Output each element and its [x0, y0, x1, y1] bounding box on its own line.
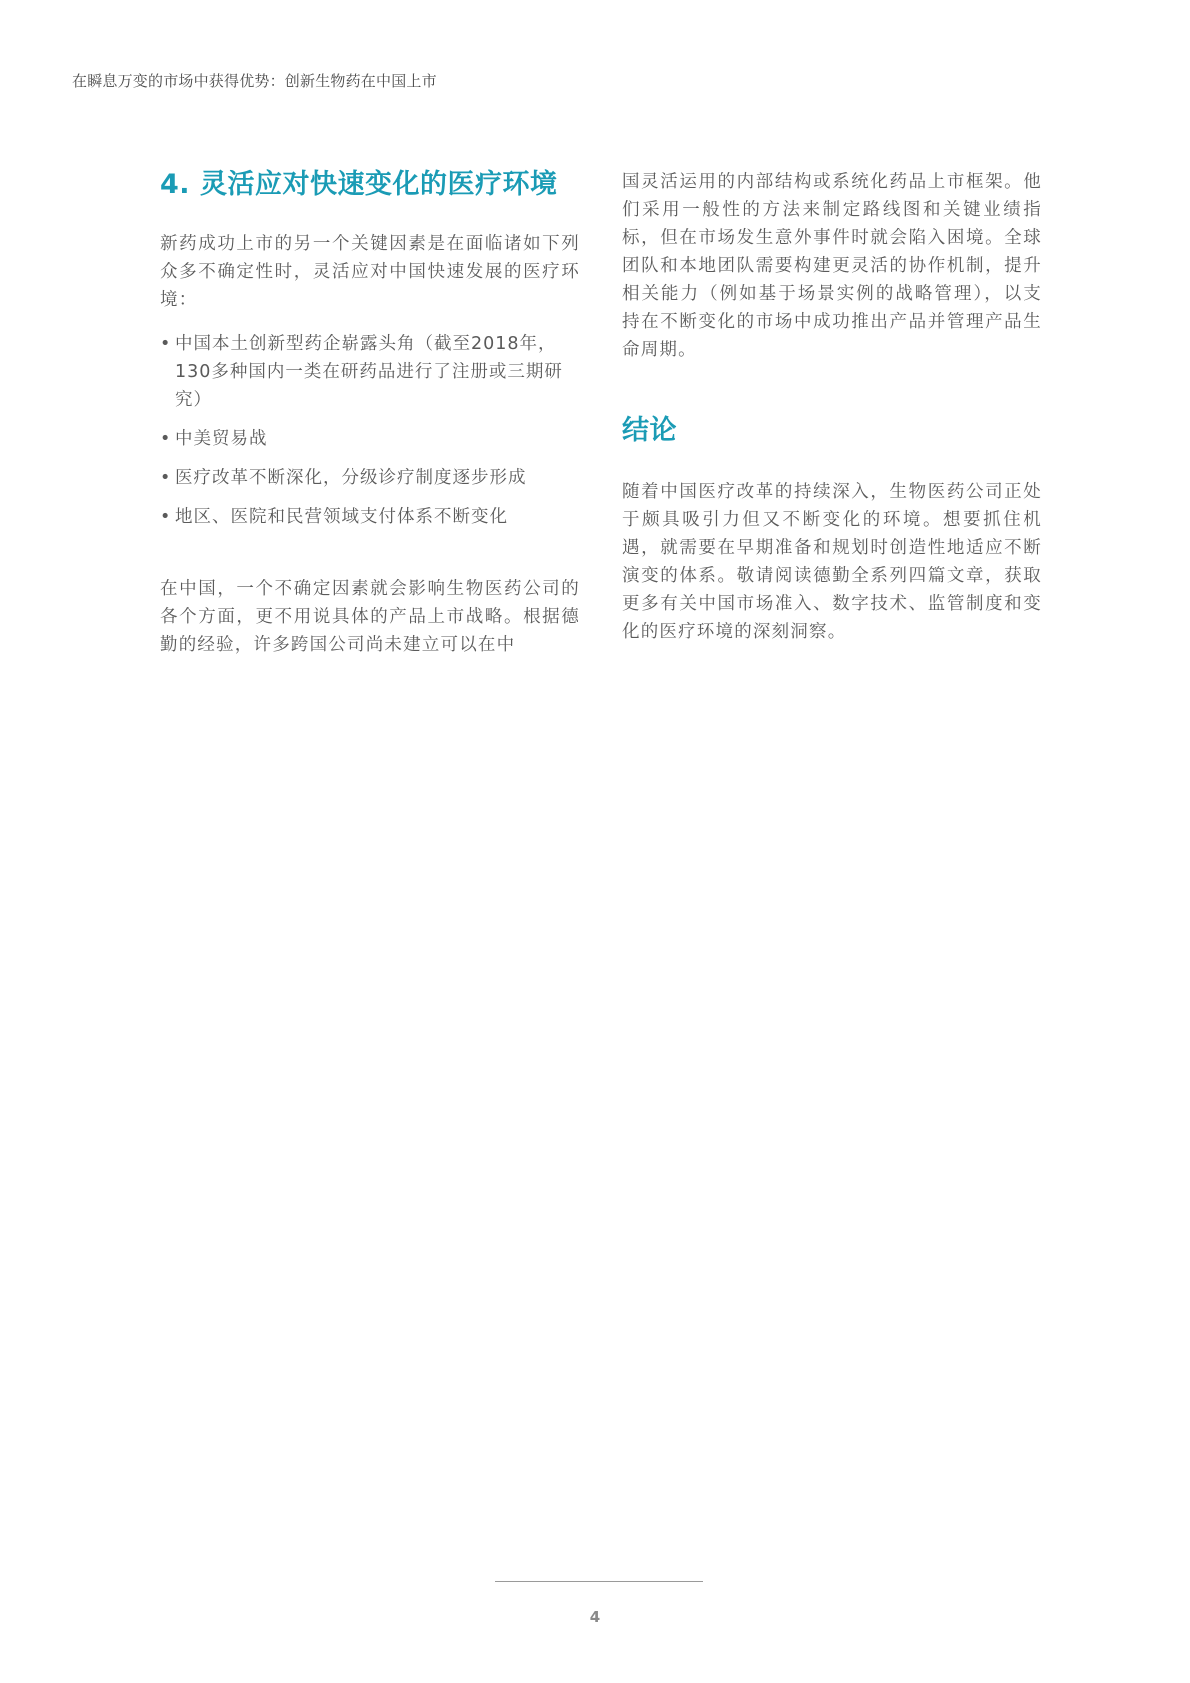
- conclusion-heading: 结论: [622, 415, 677, 446]
- bullet-icon: •: [160, 468, 172, 488]
- left-column: [160, 168, 580, 659]
- section-heading: 4. 灵活应对快速变化的医疗环境: [160, 169, 558, 200]
- section-body-paragraph-part1: 在中国，一个不确定因素就会影响生物医药公司的各个方面，更不用说具体的产品上市战略。根据德勤的经验，许多跨国公司尚未建立可以在中: [160, 579, 580, 655]
- page-number: 4: [589, 1608, 601, 1626]
- running-header: 在瞬息万变的市场中获得优势：创新生物药在中国上市: [72, 72, 437, 90]
- bullet-icon: •: [160, 334, 172, 354]
- footer-divider: [495, 1581, 703, 1582]
- section-body-paragraph-part2: 国灵活运用的内部结构或系统化药品上市框架。他们采用一般性的方法来制定路线图和关键业绩指标，但在市场发生意外事件时就会陷入困境。全球团队和本地团队需要构建更灵活的协作机制，提升相关能力（例如基于场景实例的战略管理），以支持在不断变化的市场中成功推出产品并管理产品生命周期。: [622, 172, 1042, 360]
- list-item: [160, 425, 580, 453]
- bullet-icon: •: [160, 429, 172, 449]
- bullet-icon: •: [160, 507, 172, 527]
- list-item: [160, 464, 580, 492]
- list-item-text: 中国本土创新型药企崭露头角（截至2018年，130多种国内一类在研药品进行了注册或三期研究）: [175, 334, 563, 410]
- conclusion-paragraph: 随着中国医疗改革的持续深入，生物医药公司正处于颇具吸引力但又不断变化的环境。想要抓住机遇，就需要在早期准备和规划时创造性地适应不断演变的体系。敬请阅读德勤全系列四篇文章，获取更多有关中国市场准入、数字技术、监管制度和变化的医疗环境的深刻洞察。: [622, 482, 1042, 642]
- right-column: [622, 168, 1042, 646]
- list-item-text: 地区、医院和民营领域支付体系不断变化: [175, 507, 508, 527]
- list-item-text: 医疗改革不断深化，分级诊疗制度逐步形成: [175, 468, 527, 488]
- section-intro-paragraph: 新药成功上市的另一个关键因素是在面临诸如下列众多不确定性时，灵活应对中国快速发展的医疗环境：: [160, 234, 580, 310]
- uncertainty-list: [160, 330, 580, 531]
- list-item: [160, 330, 580, 414]
- list-item-text: 中美贸易战: [175, 429, 268, 449]
- list-item: [160, 503, 580, 531]
